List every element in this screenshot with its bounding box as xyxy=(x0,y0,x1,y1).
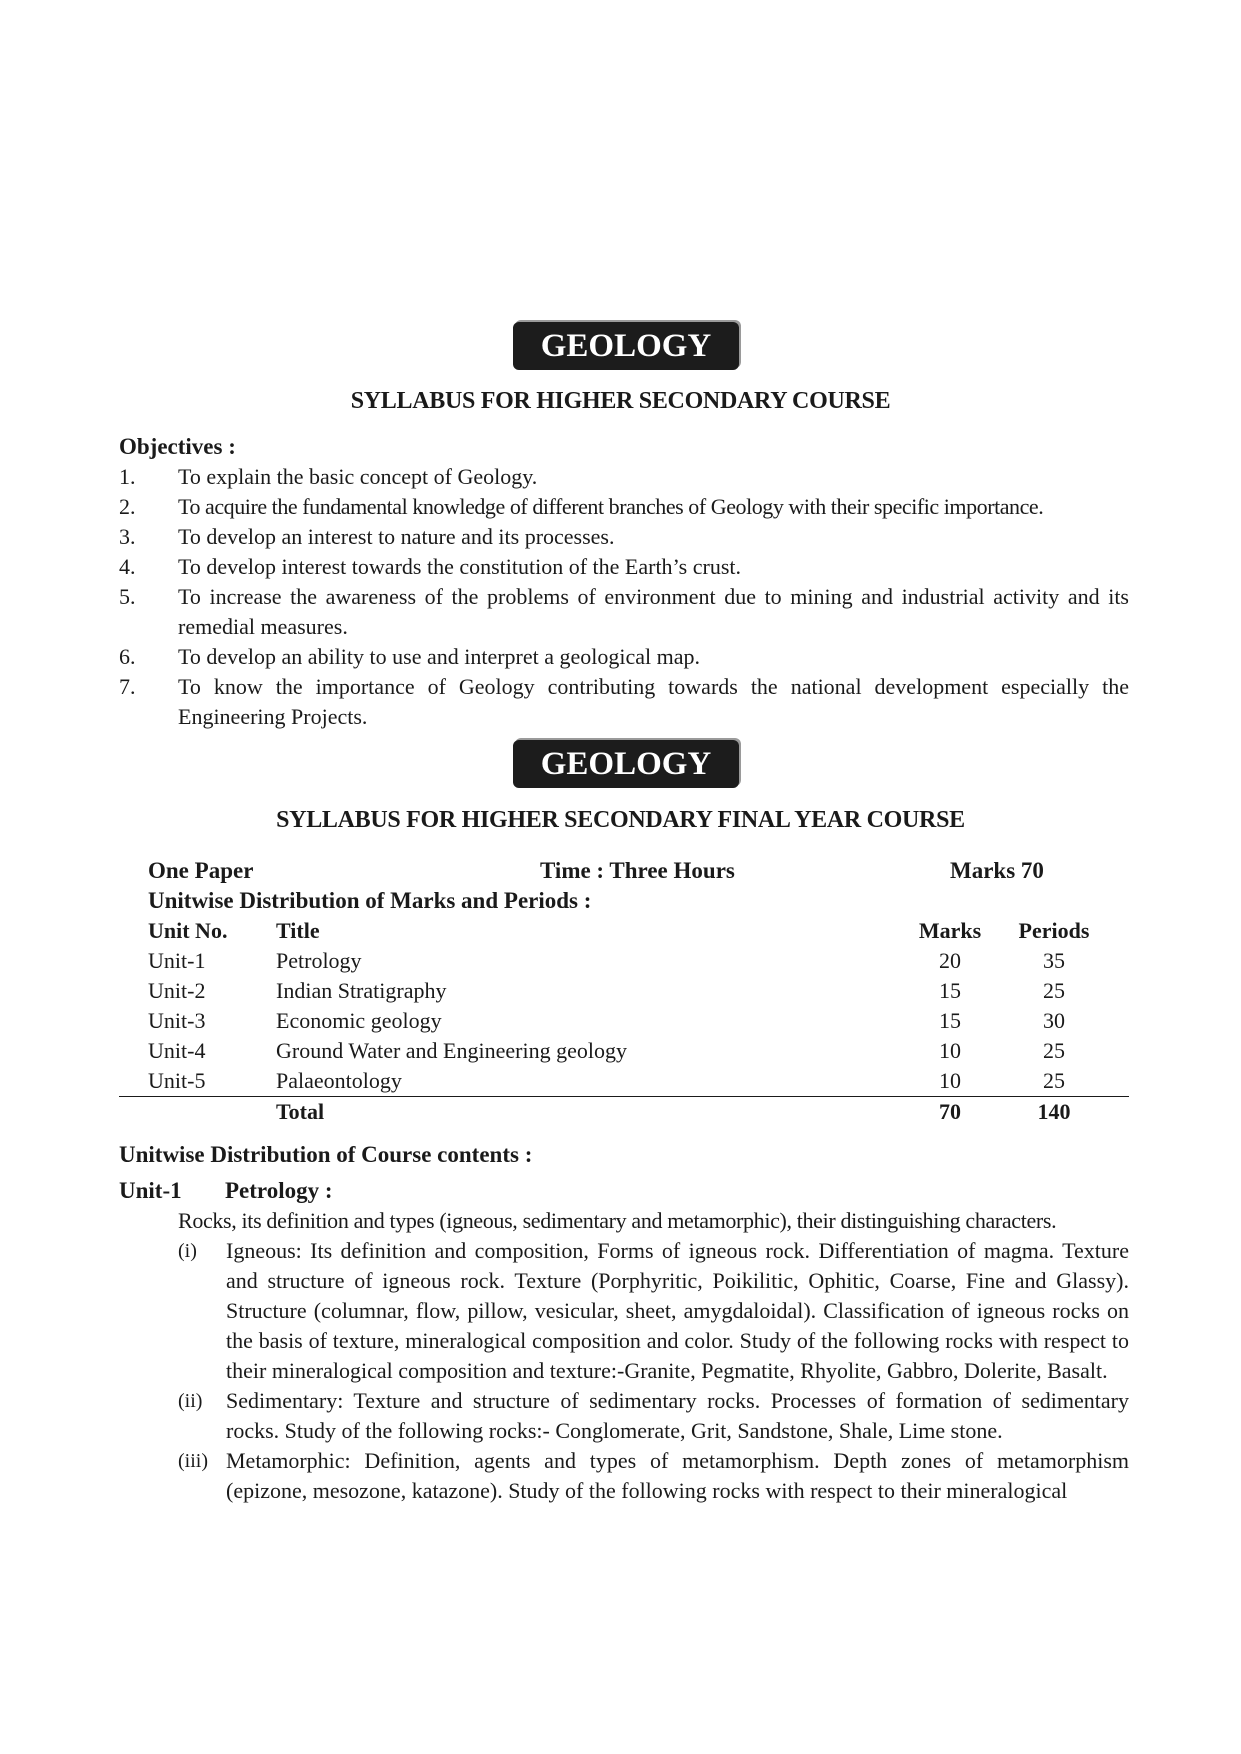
objective-text: To know the importance of Geology contributing towards the national development especially the Engineering Projects. xyxy=(178,674,1129,729)
marks-cell: 10 xyxy=(939,1068,961,1093)
subtopic-item xyxy=(178,1446,1129,1506)
title-cell: Indian Stratigraphy xyxy=(276,978,447,1003)
paper-count: One Paper xyxy=(148,858,254,883)
objective-item xyxy=(119,522,1129,552)
objective-text: To increase the awareness of the problems of environment due to mining and industrial activity and its remedial measures. xyxy=(178,584,1129,639)
column-header-marks: Marks xyxy=(918,918,982,943)
objective-text: To develop an ability to use and interpret a geological map. xyxy=(178,644,701,669)
objective-text: To develop an interest to nature and its processes. xyxy=(178,524,615,549)
objective-item xyxy=(119,492,1129,522)
marks-cell: 15 xyxy=(939,978,961,1003)
objectives-heading: Objectives : xyxy=(119,434,236,459)
objective-item xyxy=(119,642,1129,672)
objective-text: To acquire the fundamental knowledge of different branches of Geology with their specific importance. xyxy=(178,494,1044,519)
marks-cell: 20 xyxy=(939,948,961,973)
syllabus-heading-1: SYLLABUS FOR HIGHER SECONDARY COURSE xyxy=(350,388,891,414)
periods-cell: 25 xyxy=(1043,1068,1065,1093)
table-row xyxy=(119,1036,1129,1066)
objective-text: To develop interest towards the constitution of the Earth’s crust. xyxy=(178,554,741,579)
subtopic-text: Metamorphic: Definition, agents and types of metamorphism. Depth zones of metamorphism (epizone, mesozone, katazone). Study of the following rocks with respect to their mineralogical xyxy=(226,1448,1129,1503)
marks-cell: 15 xyxy=(939,1008,961,1033)
objective-item xyxy=(119,462,1129,492)
geology-banner-1 xyxy=(513,322,739,370)
periods-cell: 35 xyxy=(1043,948,1065,973)
periods-cell: 30 xyxy=(1043,1008,1065,1033)
objective-number: 5. xyxy=(119,584,136,609)
objective-number: 4. xyxy=(119,554,136,579)
objective-item xyxy=(119,552,1129,582)
banner-title: GEOLOGY xyxy=(540,746,712,782)
unit-label: Unit-1 xyxy=(119,1178,182,1203)
table-row xyxy=(119,1066,1129,1096)
title-cell: Economic geology xyxy=(276,1008,442,1033)
total-marks: Marks 70 xyxy=(950,858,1044,883)
exam-meta-row xyxy=(148,856,1058,886)
objective-text: To explain the basic concept of Geology. xyxy=(178,464,538,489)
exam-time: Time : Three Hours xyxy=(540,858,735,883)
column-header-periods: Periods xyxy=(1018,918,1090,943)
total-marks-cell: 70 xyxy=(939,1099,961,1124)
table-row xyxy=(119,1006,1129,1036)
column-header-title: Title xyxy=(276,918,320,943)
objective-number: 6. xyxy=(119,644,136,669)
unit-title: Petrology : xyxy=(225,1178,333,1203)
subtopic-item xyxy=(178,1236,1129,1386)
subtopic-number: (ii) xyxy=(178,1390,203,1412)
table-total-row xyxy=(119,1096,1129,1127)
table-row xyxy=(119,976,1129,1006)
unit-cell: Unit-3 xyxy=(148,1008,206,1033)
table-row xyxy=(119,946,1129,976)
objective-number: 3. xyxy=(119,524,136,549)
marks-table xyxy=(119,916,1129,1127)
unit-cell: Unit-2 xyxy=(148,978,206,1003)
unit-1-intro: Rocks, its definition and types (igneous, sedimentary and metamorphic), their distinguishing characters. xyxy=(178,1208,1057,1233)
subtopic-number: (i) xyxy=(178,1240,197,1262)
total-periods-cell: 140 xyxy=(1037,1099,1071,1124)
contents-heading: Unitwise Distribution of Course contents : xyxy=(119,1142,533,1167)
subtopic-item xyxy=(178,1386,1129,1446)
banner-title: GEOLOGY xyxy=(540,328,712,364)
objective-item xyxy=(119,672,1129,732)
unit-cell: Unit-4 xyxy=(148,1038,206,1063)
periods-cell: 25 xyxy=(1043,978,1065,1003)
title-cell: Petrology xyxy=(276,948,362,973)
periods-cell: 25 xyxy=(1043,1038,1065,1063)
unit-cell: Unit-1 xyxy=(148,948,206,973)
syllabus-heading-2: SYLLABUS FOR HIGHER SECONDARY FINAL YEAR COURSE xyxy=(276,807,965,833)
distribution-heading: Unitwise Distribution of Marks and Periods : xyxy=(148,888,592,913)
column-header-unit: Unit No. xyxy=(148,918,228,943)
table-header-row xyxy=(119,916,1129,946)
subtopic-text: Sedimentary: Texture and structure of sedimentary rocks. Processes of formation of sedimentary rocks. Study of the following rocks:- Conglomerate, Grit, Sandstone, Shale, Lime stone. xyxy=(226,1388,1129,1443)
title-cell: Ground Water and Engineering geology xyxy=(276,1038,627,1063)
marks-cell: 10 xyxy=(939,1038,961,1063)
unit-1-heading xyxy=(119,1176,333,1206)
geology-banner-2 xyxy=(513,740,739,788)
subtopic-text: Igneous: Its definition and composition, Forms of igneous rock. Differentiation of magma. Texture and structure of igneous rock. Texture (Porphyritic, Poikilitic, Ophitic, Coarse, Fine and Glassy). Structure (columnar, flow, pillow, vesicular, sheet, amygdaloidal). Classification of igneous rocks on the basis of texture, mineralogical composition and color. Study of the following rocks with respect to their mineralogical composition and texture:-Granite, Pegmatite, Rhyolite, Gabbro, Dolerite, Basalt. xyxy=(226,1238,1129,1383)
objective-number: 7. xyxy=(119,674,136,699)
unit-cell: Unit-5 xyxy=(148,1068,206,1093)
total-label: Total xyxy=(276,1099,325,1124)
objectives-list xyxy=(119,462,1129,732)
objective-item xyxy=(119,582,1129,642)
unit-1-subtopics xyxy=(178,1236,1129,1506)
objective-number: 2. xyxy=(119,494,136,519)
title-cell: Palaeontology xyxy=(276,1068,402,1093)
subtopic-number: (iii) xyxy=(178,1450,208,1472)
objective-number: 1. xyxy=(119,464,136,489)
